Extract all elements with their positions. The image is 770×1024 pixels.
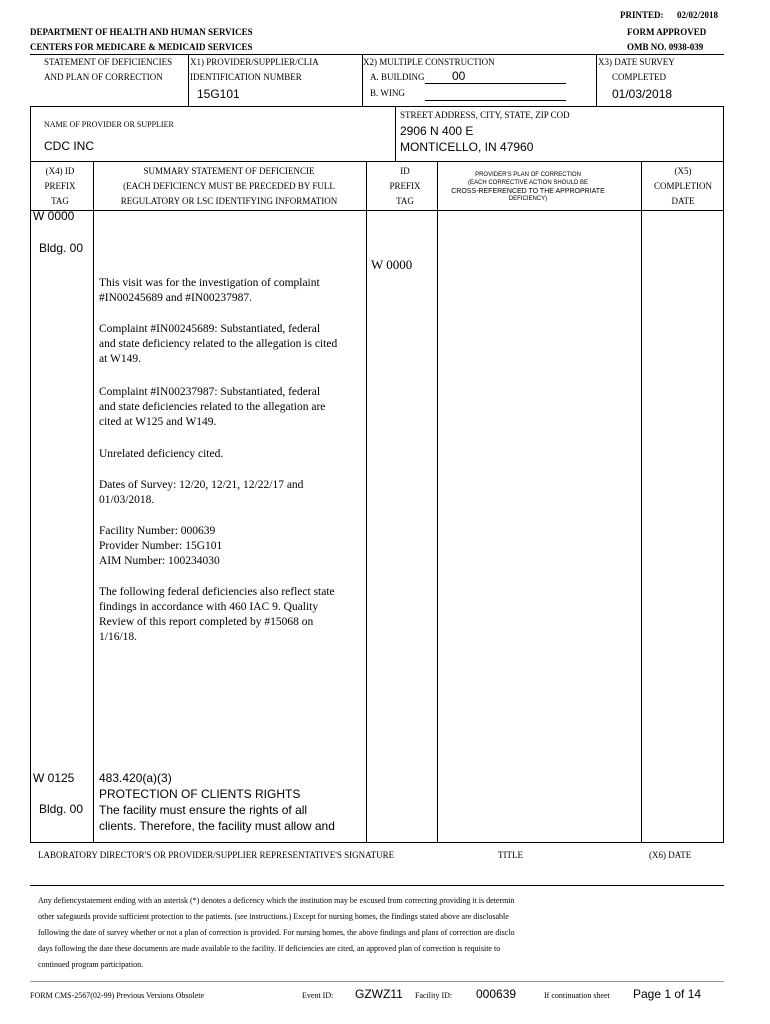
x1-label-2: IDENTIFICATION NUMBER [190, 72, 302, 82]
x4-header-1: (X4) ID [45, 166, 75, 176]
regulation-title: PROTECTION OF CLIENTS RIGHTS [99, 787, 301, 801]
address-line-2: MONTICELLO, IN 47960 [400, 140, 534, 154]
wing-label: B. WING [370, 88, 405, 98]
summary-paragraph-final: The following federal deficiencies also reflect state findings in accordance with 460 IAC 9. Quality Review of this report completed by #15068 on 1/16/18. [99, 586, 335, 643]
regulation-reference: 483.420(a)(3) [99, 771, 172, 785]
id-prefix-tag-1: W 0000 [371, 257, 413, 272]
summary-paragraph-3: Complaint #IN00237987: Substantiated, federal and state deficiencies related to the allegation are cited at W125 and W149. [99, 386, 326, 428]
id-header-2: PREFIX [389, 181, 421, 191]
x4-header-2: PREFIX [44, 181, 76, 191]
x3-label-1: X3) DATE SURVEY [598, 57, 675, 67]
address-label: STREET ADDRESS, CITY, STATE, ZIP COD [400, 110, 570, 120]
plan-header-2: (EACH CORRECTIVE ACTION SHOULD BE [467, 180, 589, 186]
facility-number: Facility Number: 000639 [99, 525, 216, 537]
disclaimer-line-1: Any defiencystatement ending with an asterisk (*) denotes a deficency which the institution may be excused from correcting providing it is determin [38, 896, 515, 905]
title-label: TITLE [498, 850, 523, 860]
x4-header-3: TAG [51, 196, 69, 206]
form-approved: FORM APPROVED [627, 27, 707, 37]
x2-label: X2) MULTIPLE CONSTRUCTION [363, 57, 495, 67]
summary-paragraph-5: Dates of Survey: 12/20, 12/21, 12/22/17 and 01/03/2018. [99, 479, 304, 506]
printed-label: PRINTED: [620, 10, 664, 20]
page-number: Page 1 of 14 [633, 987, 702, 1001]
summary-paragraph-4: Unrelated deficiency cited. [99, 448, 224, 460]
regulation-text-2: clients. Therefore, the facility must allow and [99, 819, 335, 833]
disclaimer-line-2: other safegaurds provide sufficient protection to the patients. (see instructions.) Except for nursing homes, the findings stated above are disclosable [38, 912, 509, 921]
printed-date: 02/02/2018 [677, 10, 719, 20]
summary-header-2: (EACH DEFICIENCY MUST BE PRECEDED BY FULL [123, 181, 335, 191]
plan-header-3: CROSS-REFERENCED TO THE APPROPRIATE [451, 188, 605, 195]
x5-header-1: (X5) [674, 166, 692, 176]
continuation-label: If continuation sheet [544, 991, 610, 1000]
x5-header-3: DATE [671, 196, 695, 206]
disclaimer-line-5: continued program participation. [38, 960, 144, 969]
form-id: FORM CMS-2567(02-99) Previous Versions Obsolete [30, 991, 205, 1000]
summary-header-1: SUMMARY STATEMENT OF DEFICIENCIE [143, 166, 315, 176]
address-line-1: 2906 N 400 E [400, 124, 474, 138]
statement-label-2: AND PLAN OF CORRECTION [44, 72, 163, 82]
summary-header-3: REGULATORY OR LSC IDENTIFYING INFORMATION [120, 196, 338, 206]
survey-date-value: 01/03/2018 [612, 87, 673, 101]
x5-header-2: COMPLETION [654, 181, 712, 191]
building-tag-1: Bldg. 00 [39, 241, 84, 255]
department-name: DEPARTMENT OF HEALTH AND HUMAN SERVICES [30, 27, 253, 37]
disclaimer-line-4: days following the date these documents are made available to the facility. If deficiencies are cited, an approved plan of correction is requisite to [38, 944, 501, 953]
aim-number: AIM Number: 100234030 [99, 555, 220, 567]
event-id-label: Event ID: [302, 991, 334, 1000]
event-id-value: GZWZ11 [355, 987, 403, 1001]
provider-id-value: 15G101 [197, 87, 240, 101]
facility-id-label: Facility ID: [415, 991, 453, 1000]
plan-header-4: DEFICIENCY) [508, 196, 548, 202]
regulation-text-1: The facility must ensure the rights of all [99, 803, 308, 817]
summary-paragraph-2: Complaint #IN00245689: Substantiated, federal and state deficiency related to the allegation is cited at W149. [99, 323, 338, 365]
signature-date-label: (X6) DATE [649, 850, 692, 860]
provider-number: Provider Number: 15G101 [99, 540, 223, 552]
building-value: 00 [452, 69, 466, 83]
provider-name-label: NAME OF PROVIDER OR SUPPLIER [44, 120, 174, 129]
prefix-tag-1: W 0000 [33, 209, 75, 223]
plan-header-1: PROVIDER'S PLAN OF CORRECTION [475, 172, 581, 178]
summary-paragraph-1: This visit was for the investigation of complaint #IN00245689 and #IN00237987. [99, 277, 320, 304]
prefix-tag-2: W 0125 [33, 771, 75, 785]
building-tag-2: Bldg. 00 [39, 802, 84, 816]
centers-name: CENTERS FOR MEDICARE & MEDICAID SERVICES [30, 42, 253, 52]
disclaimer-line-3: following the date of survey whether or not a plan of correction is provided. For nursing homes, the above findings and plans of correction are disclo [38, 928, 515, 937]
provider-name-value: CDC INC [44, 139, 94, 153]
facility-id-value: 000639 [476, 987, 517, 1001]
id-header-1: ID [400, 166, 410, 176]
x3-label-2: COMPLETED [612, 72, 666, 82]
building-label: A. BUILDING [370, 72, 425, 82]
omb-number: OMB NO. 0938-039 [627, 42, 704, 52]
signature-label: LABORATORY DIRECTOR'S OR PROVIDER/SUPPLIER REPRESENTATIVE'S SIGNATURE [38, 850, 395, 860]
x1-label-1: X1) PROVIDER/SUPPLIER/CLIA [190, 57, 319, 67]
id-header-3: TAG [396, 196, 414, 206]
statement-label-1: STATEMENT OF DEFICIENCIES [44, 57, 173, 67]
